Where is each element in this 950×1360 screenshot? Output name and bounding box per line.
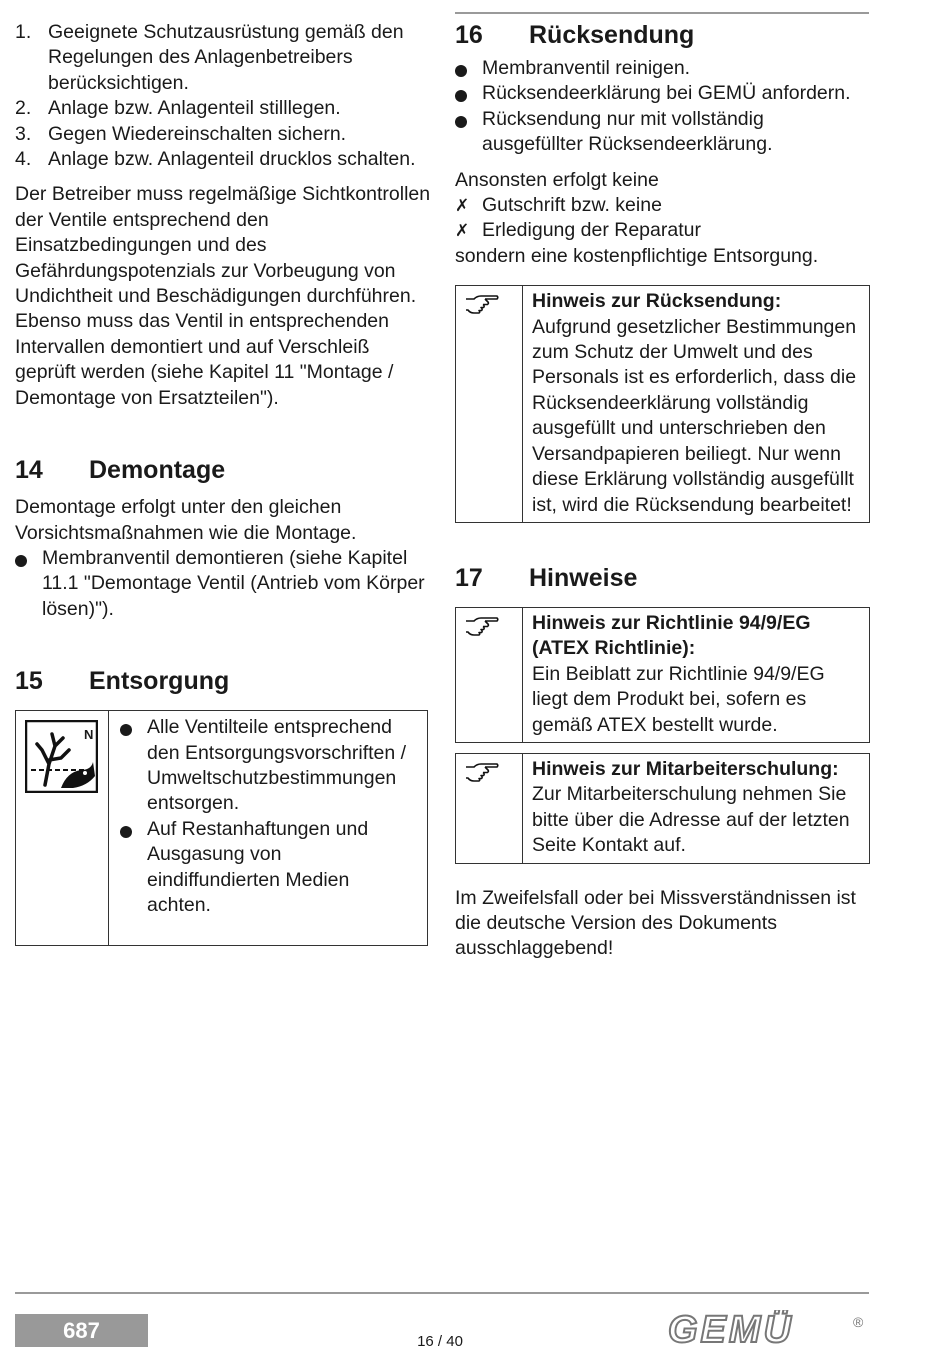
- bullet-dot-icon: [120, 826, 132, 838]
- training-note-box: [455, 753, 870, 864]
- header-rule: [455, 12, 869, 14]
- atex-note-box: [455, 607, 870, 743]
- section-14-bullets: [15, 546, 435, 622]
- cross-list: [455, 193, 870, 244]
- note-icon-cell: [456, 286, 523, 522]
- but-text: sondern eine kostenpflichtige Entsorgung.: [455, 244, 819, 267]
- disposal-symbol-cell: [16, 711, 109, 945]
- bullet-dot-icon: [455, 90, 467, 102]
- note-text-cell: [523, 286, 869, 522]
- page-number: 16 / 40: [417, 1333, 463, 1350]
- section-15-heading: 15 Entsorgung: [15, 667, 230, 696]
- list-item: ✗ Gutschrift bzw. keine: [455, 193, 870, 218]
- svg-text:®: ®: [853, 1314, 864, 1330]
- list-item: 1. Geeignete Schutzausrüstung gemäß den Regelungen des Anlagenbetreibers berücksichtigen.: [15, 21, 404, 94]
- section-14-heading: 14 Demontage: [15, 456, 226, 485]
- gemu-logo: [668, 1310, 868, 1355]
- list-item: Membranventil reinigen.: [455, 56, 870, 81]
- note-title: Hinweis zur Rücksendung:: [532, 290, 782, 313]
- list-item: Auf Restanhaftungen und Ausgasung von eindiffundierten Medien achten.: [120, 817, 417, 919]
- symbol-letter: N: [84, 727, 94, 743]
- list-item: Rücksendung nur mit vollständig ausgefüllter Rücksendeerklärung.: [455, 107, 870, 158]
- pointing-hand-icon: [465, 616, 499, 636]
- disposal-text-cell: [109, 711, 427, 945]
- pointing-hand-icon: [465, 762, 499, 782]
- list-item: ✗ Erledigung der Reparatur: [455, 218, 870, 243]
- section-16-bullets: [455, 56, 870, 158]
- note-title: Hinweis zur Mitarbeiterschulung:: [532, 757, 839, 780]
- right-column: [455, 20, 870, 962]
- left-column: [15, 20, 435, 946]
- list-item: Alle Ventilteile entsprechend den Entsorgungsvorschriften / Umweltschutzbestimmungen entsorgen.: [120, 715, 417, 817]
- list-item: 2. Anlage bzw. Anlagenteil stilllegen.: [15, 97, 341, 120]
- cross-mark-icon: ✗: [455, 196, 470, 216]
- note-text-cell: [523, 754, 869, 863]
- cross-mark-icon: ✗: [455, 221, 470, 241]
- bullet-dot-icon: [455, 116, 467, 128]
- note-title: Hinweis zur Richtlinie 94/9/EG (ATEX Richtlinie):: [532, 611, 811, 660]
- list-item: 3. Gegen Wiedereinschalten sichern.: [15, 122, 347, 145]
- section-17-heading: 17 Hinweise: [455, 563, 638, 592]
- note-icon-cell: [456, 608, 523, 742]
- list-item: Rücksendeerklärung bei GEMÜ anfordern.: [455, 81, 870, 106]
- section-16-heading: 16 Rücksendung: [455, 21, 695, 49]
- pointing-hand-icon: [465, 294, 499, 314]
- document-number: 687: [15, 1314, 148, 1347]
- note-icon-cell: [456, 754, 523, 863]
- note-text: Aufgrund gesetzlicher Bestimmungen zum Schutz der Umwelt und des Personals ist es erforderlich, dass die Rücksendeerklärung vollständig ausgefüllt und unterschrieben den Versandpapieren beiliegt. Nur wenn diese Erklärung vollständig ausgefüllt ist, wird die Rücksendung bearbeitet!: [532, 315, 857, 516]
- bullet-dot-icon: [455, 65, 467, 77]
- bullet-dot-icon: [15, 555, 27, 567]
- disposal-bullets: [120, 715, 417, 918]
- shutdown-steps: [15, 20, 435, 172]
- disposal-box: [15, 710, 428, 946]
- brand-logo-icon: [668, 1310, 868, 1350]
- return-note-box: [455, 285, 870, 523]
- list-item: Membranventil demontieren (siehe Kapitel 11.1 "Demontage Ventil (Antrieb vom Körper lösen)").: [15, 546, 435, 622]
- note-text: Zur Mitarbeiterschulung nehmen Sie bitte über die Adresse auf der letzten Seite Kontakt auf.: [532, 783, 850, 857]
- note-text: Ein Beiblatt zur Richtlinie 94/9/EG liegt dem Produkt bei, sofern es gemäß ATEX bestellt wurde.: [532, 662, 825, 736]
- closing-paragraph: Im Zweifelsfall oder bei Missverständnissen ist die deutsche Version des Dokuments ausschlaggebend!: [455, 886, 856, 960]
- list-item: 4. Anlage bzw. Anlagenteil drucklos schalten.: [15, 148, 416, 171]
- inspection-paragraph: Der Betreiber muss regelmäßige Sichtkontrollen der Ventile entsprechend den Einsatzbedingungen und des Gefährdungspotenzials zur Vorbeugung von Undichtheit und Beschädigungen durchführen. Ebenso muss das Ventil in entsprechenden Intervallen demontiert und auf Verschleiß geprüft werden (siehe Kapitel 11 "Montage / Demontage von Ersatzteilen").: [15, 183, 431, 409]
- svg-text:GEMÜ: GEMÜ: [668, 1310, 794, 1350]
- otherwise-text: Ansonsten erfolgt keine: [455, 168, 659, 191]
- note-text-cell: [523, 608, 869, 742]
- section-14-intro: Demontage erfolgt unter den gleichen Vorsichtsmaßnahmen wie die Montage.: [15, 496, 357, 544]
- footer-rule: [15, 1292, 869, 1294]
- bullet-dot-icon: [120, 724, 132, 736]
